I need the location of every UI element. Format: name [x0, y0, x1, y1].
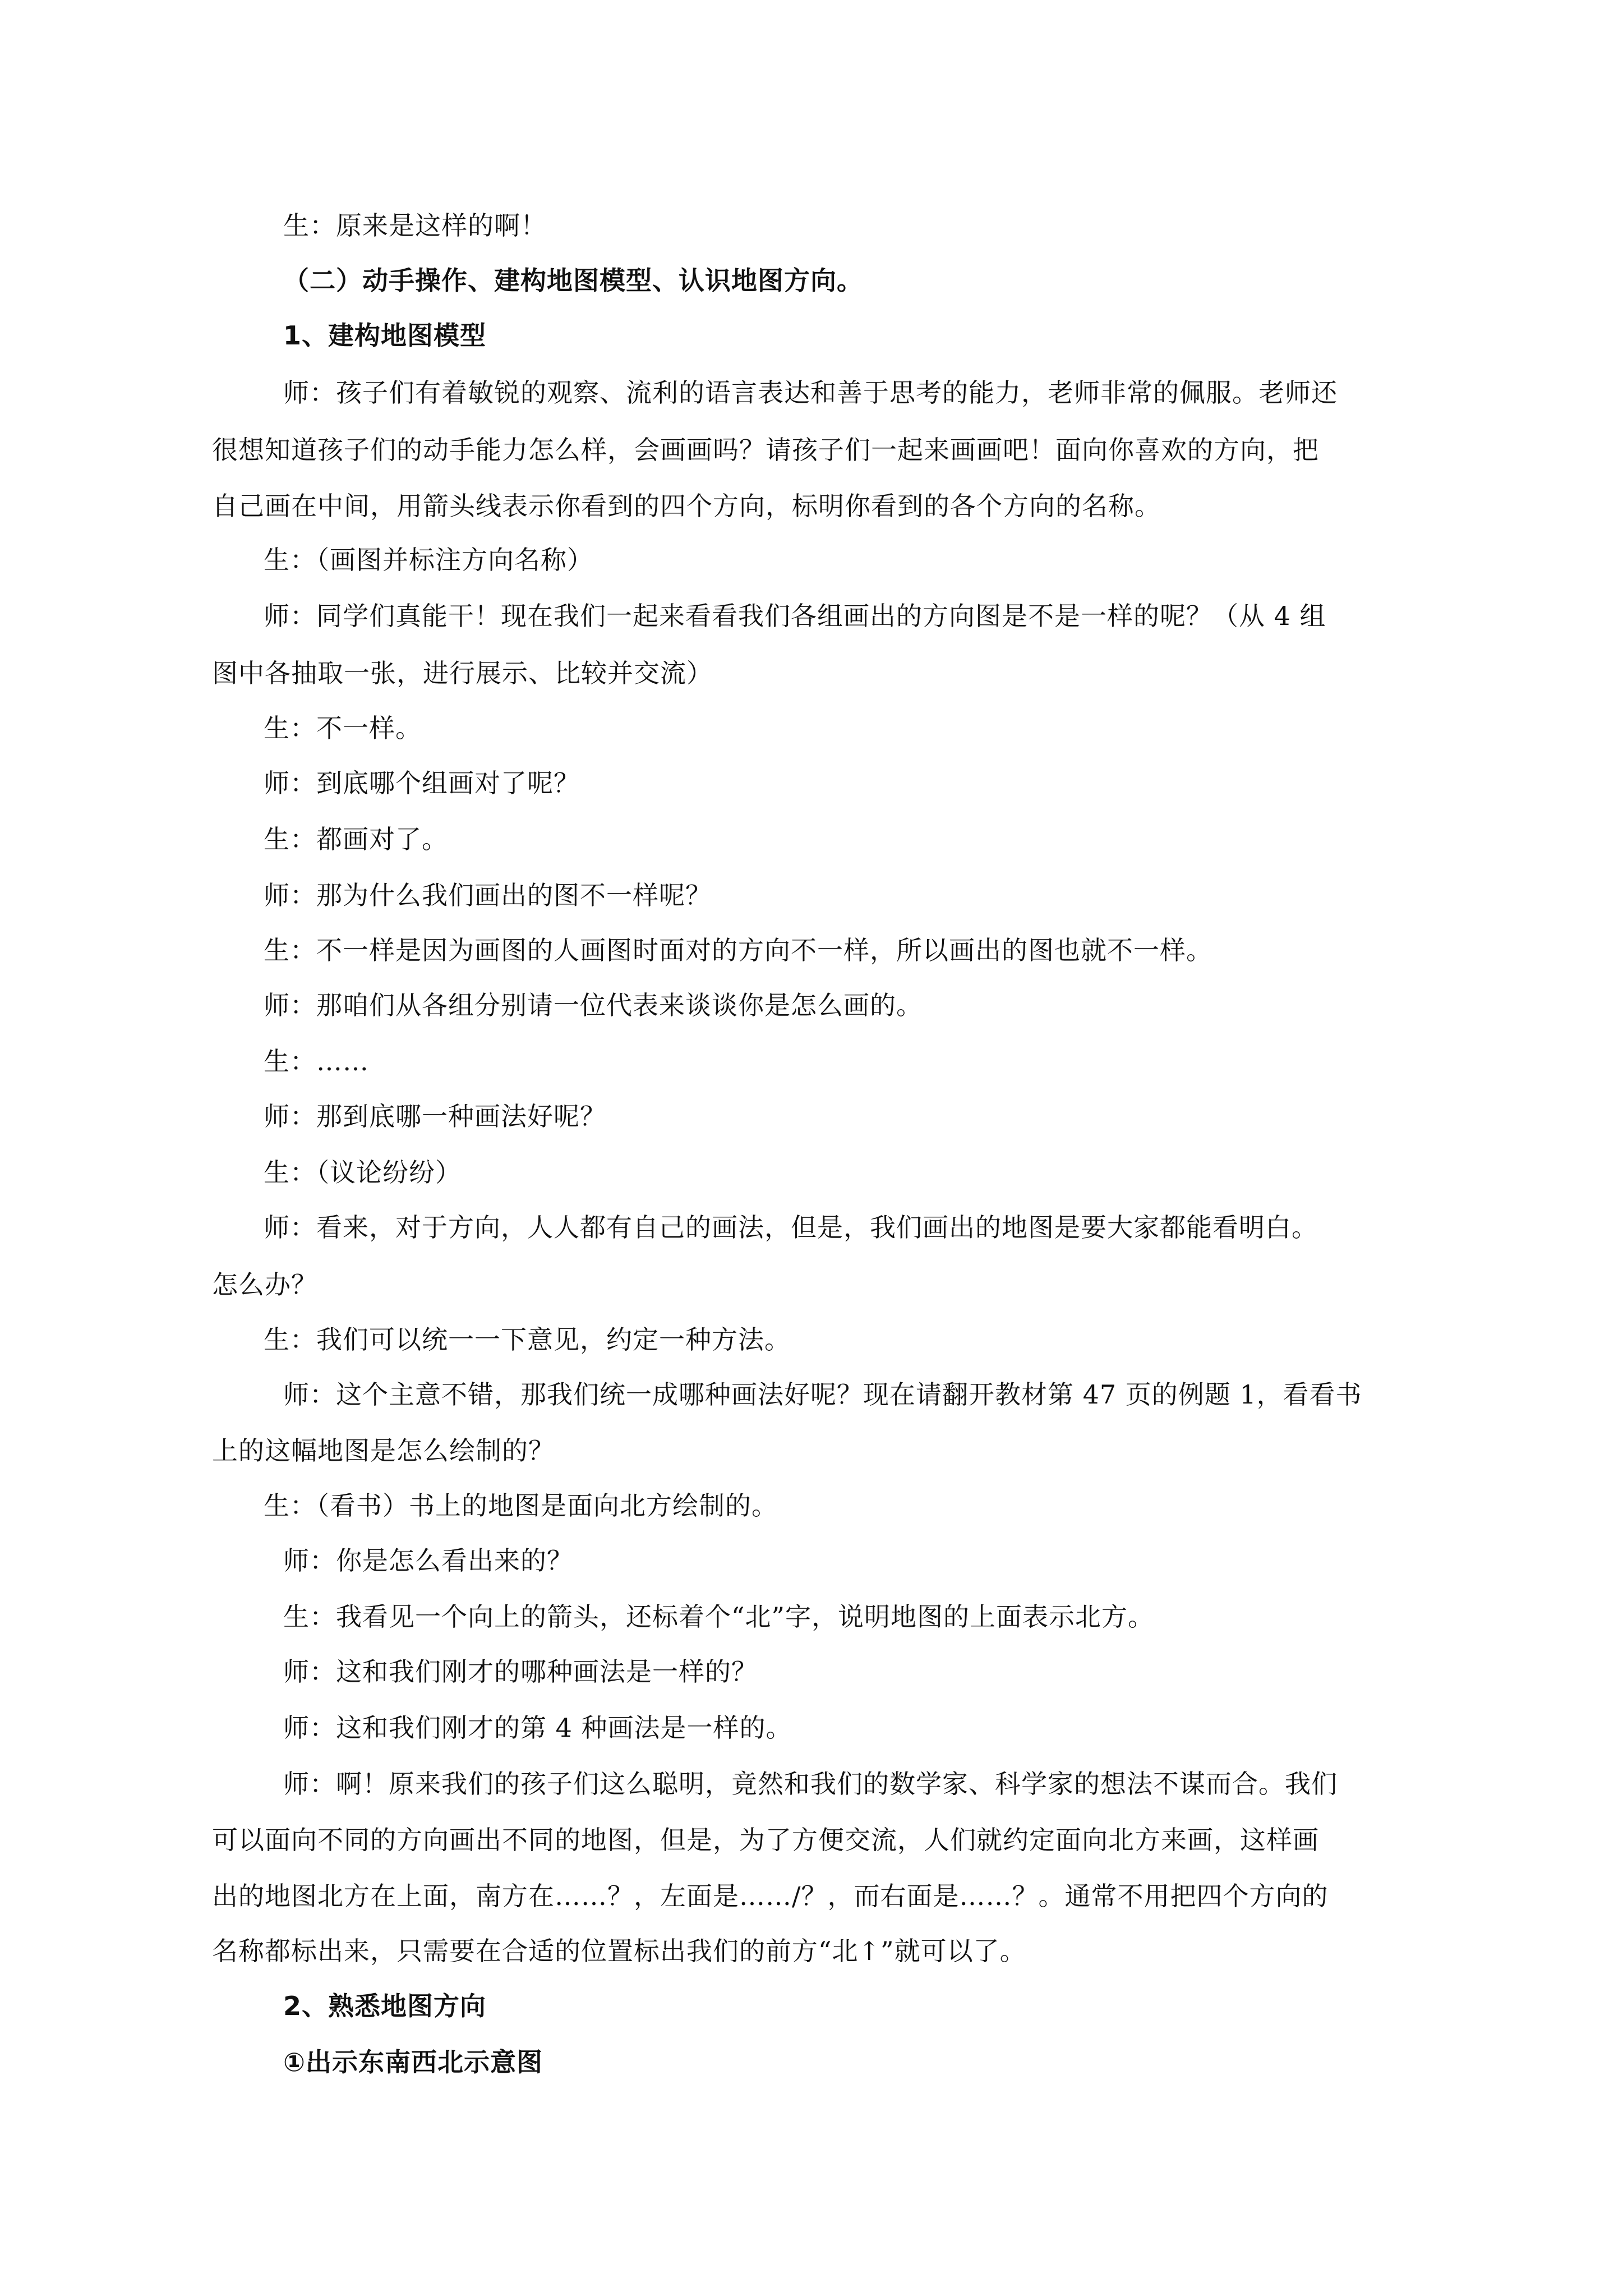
paragraph-line: 生：我看见一个向上的箭头，还标着个“北”字，说明地图的上面表示北方。	[283, 1602, 1155, 1632]
paragraph-line: 自己画在中间，用箭头线表示你看到的四个方向，标明你看到的各个方向的名称。	[212, 491, 1161, 521]
paragraph-line: 很想知道孩子们的动手能力怎么样，会画画吗？请孩子们一起来画画吧！面向你喜欢的方向，把	[212, 435, 1319, 465]
paragraph-line: 上的这幅地图是怎么绘制的？	[212, 1435, 555, 1466]
paragraph-line: 可以面向不同的方向画出不同的地图，但是，为了方便交流，人们就约定面向北方来画，这样画	[212, 1825, 1319, 1855]
paragraph-line: 师：看来，对于方向，人人都有自己的画法，但是，我们画出的地图是要大家都能看明白。	[264, 1212, 1318, 1243]
paragraph-line: 师：这和我们刚才的哪种画法是一样的？	[283, 1657, 758, 1687]
paragraph-line: 生：（画图并标注方向名称）	[264, 545, 593, 575]
paragraph-line: 生：原来是这样的啊！	[283, 210, 547, 241]
paragraph-line: 师：这和我们刚才的第 4 种画法是一样的。	[283, 1713, 792, 1743]
paragraph-line: 师：孩子们有着敏锐的观察、流利的语言表达和善于思考的能力，老师非常的佩服。老师还	[283, 378, 1338, 408]
paragraph-line: 师：啊！原来我们的孩子们这么聪明，竟然和我们的数学家、科学家的想法不谋而合。我们	[283, 1769, 1338, 1799]
paragraph-line: 怎么办？	[212, 1269, 317, 1300]
subsection-heading: 1、建构地图模型	[283, 320, 487, 351]
paragraph-line: 师：到底哪个组画对了呢？	[264, 768, 580, 798]
paragraph-line: 图中各抽取一张，进行展示、比较并交流）	[212, 658, 713, 688]
paragraph-line: 出的地图北方在上面，南方在……？，左面是……/？，而右面是……？。通常不用把四个方向的	[212, 1881, 1329, 1911]
section-heading: （二）动手操作、建构地图模型、认识地图方向。	[283, 265, 863, 296]
paragraph-line: 师：同学们真能干！现在我们一起来看看我们各组画出的方向图是不是一样的呢？（从 4 组	[264, 601, 1326, 631]
list-item-heading: ①出示东南西北示意图	[283, 2047, 543, 2077]
paragraph-line: 生：我们可以统一一下意见，约定一种方法。	[264, 1324, 791, 1355]
paragraph-line: 师：那咱们从各组分别请一位代表来谈谈你是怎么画的。	[264, 990, 923, 1020]
subsection-heading: 2、熟悉地图方向	[283, 1991, 487, 2021]
paragraph-line: 师：你是怎么看出来的？	[283, 1545, 573, 1576]
paragraph-line: 生：……	[264, 1046, 369, 1076]
paragraph-line: 生：都画对了。	[264, 824, 448, 854]
paragraph-line: 师：这个主意不错，那我们统一成哪种画法好呢？现在请翻开教材第 47 页的例题 1，看看书	[283, 1379, 1362, 1410]
paragraph-line: 生：（议论纷纷）	[264, 1157, 462, 1188]
paragraph-line: 生：（看书）书上的地图是面向北方绘制的。	[264, 1490, 778, 1521]
paragraph-line: 名称都标出来，只需要在合适的位置标出我们的前方“北↑”就可以了。	[212, 1936, 1026, 1966]
paragraph-line: 生：不一样。	[264, 713, 422, 743]
paragraph-line: 师：那为什么我们画出的图不一样呢？	[264, 880, 712, 910]
paragraph-line: 生：不一样是因为画图的人画图时面对的方向不一样，所以画出的图也就不一样。	[264, 935, 1212, 965]
paragraph-line: 师：那到底哪一种画法好呢？	[264, 1101, 606, 1131]
